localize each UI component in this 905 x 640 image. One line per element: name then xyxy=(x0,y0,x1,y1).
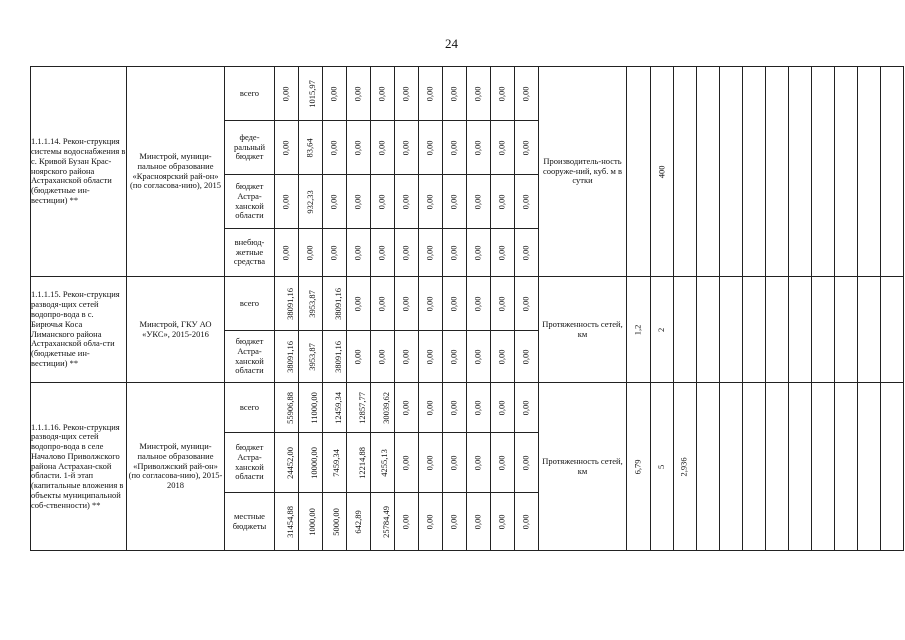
amount-cell xyxy=(347,175,371,229)
amount-cell xyxy=(323,331,347,383)
amount-cell xyxy=(323,121,347,175)
amount-cell xyxy=(371,383,395,433)
target-cell xyxy=(835,383,858,551)
amount-value: 12857,77 xyxy=(357,391,368,424)
amount-cell xyxy=(299,67,323,121)
target-value: 2 xyxy=(656,327,667,332)
amount-value: 55906,88 xyxy=(285,391,296,424)
amount-value: 0,00 xyxy=(424,245,435,260)
target-cell xyxy=(720,277,743,383)
funding-source-cell: всего xyxy=(225,383,275,433)
amount-value: 0,00 xyxy=(496,514,507,529)
amount-value: 0,00 xyxy=(400,245,411,260)
amount-value: 24452,00 xyxy=(285,446,296,479)
amount-value: 0,00 xyxy=(424,514,435,529)
page-number: 24 xyxy=(445,36,458,51)
amount-cell xyxy=(443,277,467,331)
table-row xyxy=(31,277,904,331)
amount-value: 0,00 xyxy=(520,194,531,209)
target-cell xyxy=(674,277,697,383)
amount-cell xyxy=(275,493,299,551)
amount-value: 83,64 xyxy=(304,137,315,158)
amount-value: 1015,97 xyxy=(306,79,317,108)
amount-value: 3953,87 xyxy=(306,342,317,371)
amount-value: 38091,16 xyxy=(333,340,344,373)
amount-value: 0,00 xyxy=(472,86,483,101)
amount-cell xyxy=(275,229,299,277)
amount-cell xyxy=(299,121,323,175)
amount-cell xyxy=(371,175,395,229)
amount-cell xyxy=(347,229,371,277)
amount-value: 0,00 xyxy=(448,140,459,155)
amount-cell xyxy=(515,493,539,551)
amount-cell xyxy=(443,383,467,433)
amount-cell xyxy=(275,433,299,493)
amount-cell xyxy=(347,277,371,331)
target-cell xyxy=(812,277,835,383)
amount-cell xyxy=(299,229,323,277)
amount-value: 0,00 xyxy=(496,194,507,209)
amount-cell xyxy=(323,67,347,121)
amount-value: 0,00 xyxy=(496,455,507,470)
amount-value: 0,00 xyxy=(376,349,387,364)
target-cell xyxy=(835,67,858,277)
amount-cell xyxy=(491,433,515,493)
amount-value: 0,00 xyxy=(424,296,435,311)
funding-source-cell: местные бюджеты xyxy=(225,493,275,551)
amount-value: 0,00 xyxy=(376,194,387,209)
amount-cell xyxy=(323,433,347,493)
measure-name-cell: 1.1.1.16. Рекон-струкция разводя-щих сетей водопро-вода в селе Началово Приволжского района Астрахан-ской области. 1-й этап (капитальные вложения в объекты муниципальной соб-ственности) ** xyxy=(31,383,127,551)
amount-cell xyxy=(491,229,515,277)
target-cell xyxy=(697,277,720,383)
amount-value: 0,00 xyxy=(496,349,507,364)
amount-cell xyxy=(395,229,419,277)
target-cell xyxy=(789,67,812,277)
target-cell xyxy=(858,67,881,277)
target-cell xyxy=(720,383,743,551)
amount-cell xyxy=(515,331,539,383)
amount-value: 5000,00 xyxy=(330,507,341,536)
amount-cell xyxy=(395,67,419,121)
amount-cell xyxy=(395,331,419,383)
amount-cell xyxy=(419,433,443,493)
amount-cell xyxy=(419,383,443,433)
amount-value: 0,00 xyxy=(352,349,363,364)
amount-value: 0,00 xyxy=(352,194,363,209)
amount-value: 0,00 xyxy=(280,194,291,209)
amount-value: 0,00 xyxy=(352,140,363,155)
executor-cell: Минстрой, муници-пальное образование «Красноярский рай-он» (по согласова-нию), 2015 xyxy=(127,67,225,277)
amount-value: 0,00 xyxy=(304,245,315,260)
target-value: 5 xyxy=(656,464,667,469)
table-row xyxy=(31,67,904,121)
amount-cell xyxy=(275,175,299,229)
amount-value: 0,00 xyxy=(472,140,483,155)
amount-cell xyxy=(299,433,323,493)
amount-cell xyxy=(443,67,467,121)
amount-cell xyxy=(419,175,443,229)
amount-value: 0,00 xyxy=(520,245,531,260)
amount-value: 0,00 xyxy=(448,514,459,529)
amount-cell xyxy=(491,121,515,175)
amount-value: 0,00 xyxy=(448,455,459,470)
amount-cell xyxy=(515,121,539,175)
amount-value: 0,00 xyxy=(520,296,531,311)
amount-value: 932,33 xyxy=(304,189,315,214)
funding-source-cell: всего xyxy=(225,67,275,121)
target-cell xyxy=(858,277,881,383)
target-cell xyxy=(697,67,720,277)
amount-value: 0,00 xyxy=(328,194,339,209)
amount-cell xyxy=(347,121,371,175)
target-cell xyxy=(766,383,789,551)
amount-cell xyxy=(467,493,491,551)
amount-cell xyxy=(467,175,491,229)
amount-value: 0,00 xyxy=(424,86,435,101)
amount-cell xyxy=(419,331,443,383)
amount-value: 0,00 xyxy=(448,86,459,101)
target-cell xyxy=(651,67,674,277)
amount-value: 0,00 xyxy=(448,296,459,311)
amount-value: 38091,16 xyxy=(285,287,296,320)
program-table xyxy=(30,66,904,551)
amount-cell xyxy=(395,121,419,175)
amount-cell xyxy=(515,277,539,331)
amount-value: 7459,34 xyxy=(330,448,341,477)
amount-value: 12459,34 xyxy=(333,391,344,424)
amount-cell xyxy=(491,175,515,229)
amount-value: 1000,00 xyxy=(306,507,317,536)
amount-cell xyxy=(347,67,371,121)
target-cell xyxy=(766,67,789,277)
amount-value: 0,00 xyxy=(472,349,483,364)
funding-source-cell: феде-ральный бюджет xyxy=(225,121,275,175)
amount-cell xyxy=(443,493,467,551)
amount-value: 31454,88 xyxy=(285,505,296,538)
amount-value: 38091,16 xyxy=(285,340,296,373)
amount-cell xyxy=(467,277,491,331)
amount-cell xyxy=(491,277,515,331)
amount-value: 0,00 xyxy=(472,194,483,209)
target-cell xyxy=(627,67,651,277)
amount-value: 0,00 xyxy=(448,245,459,260)
amount-cell xyxy=(323,229,347,277)
amount-value: 0,00 xyxy=(352,86,363,101)
amount-cell xyxy=(467,383,491,433)
amount-value: 38091,16 xyxy=(333,287,344,320)
target-cell xyxy=(743,277,766,383)
funding-source-cell: бюджет Астра-ханской области xyxy=(225,433,275,493)
amount-cell xyxy=(395,175,419,229)
amount-value: 0,00 xyxy=(376,296,387,311)
amount-cell xyxy=(347,383,371,433)
amount-cell xyxy=(467,67,491,121)
amount-cell xyxy=(467,229,491,277)
amount-value: 0,00 xyxy=(376,245,387,260)
amount-cell xyxy=(395,277,419,331)
target-cell xyxy=(651,277,674,383)
amount-value: 0,00 xyxy=(400,400,411,415)
amount-value: 0,00 xyxy=(472,400,483,415)
amount-value: 4255,13 xyxy=(378,448,389,477)
target-value: 6,79 xyxy=(632,459,643,474)
target-cell xyxy=(835,277,858,383)
target-cell xyxy=(789,383,812,551)
amount-cell xyxy=(419,277,443,331)
amount-cell xyxy=(323,383,347,433)
amount-value: 0,00 xyxy=(400,86,411,101)
amount-value: 0,00 xyxy=(520,86,531,101)
amount-cell xyxy=(419,67,443,121)
amount-cell xyxy=(515,383,539,433)
amount-value: 3953,87 xyxy=(306,289,317,318)
amount-value: 0,00 xyxy=(520,140,531,155)
amount-value: 0,00 xyxy=(424,400,435,415)
target-cell xyxy=(720,67,743,277)
amount-value: 0,00 xyxy=(424,455,435,470)
amount-value: 0,00 xyxy=(496,400,507,415)
amount-value: 0,00 xyxy=(376,86,387,101)
amount-cell xyxy=(419,493,443,551)
amount-value: 0,00 xyxy=(472,455,483,470)
amount-cell xyxy=(275,121,299,175)
amount-value: 0,00 xyxy=(280,86,291,101)
amount-cell xyxy=(323,277,347,331)
target-cell xyxy=(812,67,835,277)
target-cell xyxy=(674,67,697,277)
amount-cell xyxy=(371,121,395,175)
amount-cell xyxy=(515,67,539,121)
amount-cell xyxy=(491,383,515,433)
indicator-cell: Производитель-ность сооруже-ний, куб. м в сутки xyxy=(539,67,627,277)
target-cell xyxy=(627,277,651,383)
amount-cell xyxy=(323,175,347,229)
amount-value: 642,89 xyxy=(352,509,363,534)
amount-value: 0,00 xyxy=(280,245,291,260)
amount-cell xyxy=(275,383,299,433)
amount-value: 0,00 xyxy=(496,140,507,155)
target-cell xyxy=(766,277,789,383)
amount-cell xyxy=(275,331,299,383)
amount-value: 0,00 xyxy=(424,140,435,155)
target-cell xyxy=(881,277,904,383)
funding-source-cell: бюджет Астра-ханской области xyxy=(225,331,275,383)
amount-value: 25784,49 xyxy=(381,505,392,538)
amount-cell xyxy=(467,433,491,493)
amount-cell xyxy=(299,383,323,433)
amount-cell xyxy=(443,229,467,277)
amount-cell xyxy=(419,229,443,277)
measure-name-cell: 1.1.1.15. Рекон-струкция разводя-щих сетей водопро-вода в с. Бирючья Коса Лиманского района Астраханской обла-сти (бюджетные ин-вестиции) ** xyxy=(31,277,127,383)
executor-cell: Минстрой, муници-пальное образование «Приволжский рай-он» (по согласова-нию), 2015-2018 xyxy=(127,383,225,551)
amount-cell xyxy=(443,121,467,175)
amount-cell xyxy=(275,277,299,331)
amount-cell xyxy=(443,331,467,383)
amount-cell xyxy=(515,229,539,277)
amount-cell xyxy=(395,433,419,493)
amount-value: 0,00 xyxy=(400,514,411,529)
amount-value: 0,00 xyxy=(496,296,507,311)
amount-cell xyxy=(299,175,323,229)
amount-cell xyxy=(515,175,539,229)
amount-value: 0,00 xyxy=(472,296,483,311)
amount-value: 0,00 xyxy=(520,400,531,415)
amount-value: 12214,88 xyxy=(357,446,368,479)
amount-cell xyxy=(347,331,371,383)
amount-value: 0,00 xyxy=(448,349,459,364)
target-cell xyxy=(789,277,812,383)
amount-value: 0,00 xyxy=(280,140,291,155)
amount-cell xyxy=(371,493,395,551)
amount-value: 0,00 xyxy=(400,349,411,364)
amount-cell xyxy=(275,67,299,121)
amount-value: 0,00 xyxy=(400,296,411,311)
amount-cell xyxy=(299,493,323,551)
amount-value: 0,00 xyxy=(400,194,411,209)
amount-cell xyxy=(467,331,491,383)
amount-value: 10000,00 xyxy=(309,446,320,479)
target-cell xyxy=(697,383,720,551)
amount-value: 0,00 xyxy=(328,140,339,155)
amount-cell xyxy=(419,121,443,175)
amount-value: 0,00 xyxy=(328,86,339,101)
amount-value: 11000,00 xyxy=(308,391,319,424)
amount-cell xyxy=(299,277,323,331)
amount-value: 0,00 xyxy=(328,245,339,260)
amount-value: 0,00 xyxy=(376,140,387,155)
indicator-cell: Протяженность сетей, км xyxy=(539,277,627,383)
amount-cell xyxy=(443,175,467,229)
amount-value: 0,00 xyxy=(424,349,435,364)
amount-value: 30039,62 xyxy=(381,391,392,424)
amount-value: 0,00 xyxy=(400,140,411,155)
amount-cell xyxy=(491,331,515,383)
target-cell xyxy=(743,67,766,277)
amount-cell xyxy=(371,67,395,121)
amount-value: 0,00 xyxy=(496,86,507,101)
amount-value: 0,00 xyxy=(352,296,363,311)
target-cell xyxy=(627,383,651,551)
executor-cell: Минстрой, ГКУ АО «УКС», 2015-2016 xyxy=(127,277,225,383)
amount-value: 0,00 xyxy=(352,245,363,260)
indicator-cell: Протяженность сетей, км xyxy=(539,383,627,551)
amount-value: 0,00 xyxy=(472,245,483,260)
amount-cell xyxy=(299,331,323,383)
amount-value: 0,00 xyxy=(448,194,459,209)
amount-value: 0,00 xyxy=(448,400,459,415)
amount-cell xyxy=(371,229,395,277)
amount-cell xyxy=(443,433,467,493)
measure-name-cell: 1.1.1.14. Рекон-струкция системы водоснабжения в с. Кривой Бузан Крас-ноярского района Астраханской области (бюджетные ин-вестиции) ** xyxy=(31,67,127,277)
amount-value: 0,00 xyxy=(472,514,483,529)
target-cell xyxy=(743,383,766,551)
target-cell xyxy=(812,383,835,551)
amount-cell xyxy=(467,121,491,175)
target-value: 2,936 xyxy=(679,456,690,477)
target-value: 400 xyxy=(656,165,667,178)
target-cell xyxy=(881,67,904,277)
funding-source-cell: внебюд-жетные средства xyxy=(225,229,275,277)
amount-cell xyxy=(491,493,515,551)
target-value: 1,2 xyxy=(632,324,643,335)
amount-cell xyxy=(323,493,347,551)
amount-cell xyxy=(395,493,419,551)
amount-value: 0,00 xyxy=(496,245,507,260)
target-cell xyxy=(881,383,904,551)
amount-cell xyxy=(371,277,395,331)
amount-cell xyxy=(371,331,395,383)
amount-value: 0,00 xyxy=(520,455,531,470)
funding-source-cell: бюджет Астра-ханской области xyxy=(225,175,275,229)
amount-value: 0,00 xyxy=(520,514,531,529)
target-cell xyxy=(858,383,881,551)
amount-cell xyxy=(347,493,371,551)
amount-value: 0,00 xyxy=(424,194,435,209)
amount-value: 0,00 xyxy=(400,455,411,470)
funding-source-cell: всего xyxy=(225,277,275,331)
amount-cell xyxy=(371,433,395,493)
table-row xyxy=(31,383,904,433)
amount-cell xyxy=(491,67,515,121)
target-cell xyxy=(674,383,697,551)
amount-cell xyxy=(515,433,539,493)
target-cell xyxy=(651,383,674,551)
amount-cell xyxy=(395,383,419,433)
amount-value: 0,00 xyxy=(520,349,531,364)
amount-cell xyxy=(347,433,371,493)
